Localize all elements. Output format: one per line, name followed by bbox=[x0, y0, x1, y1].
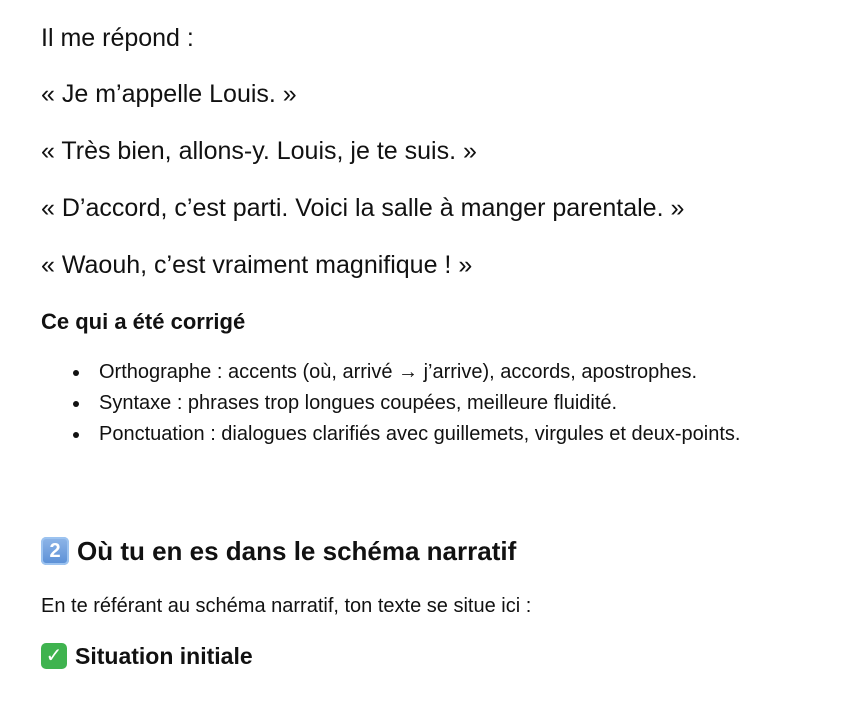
list-item-text: Ponctuation : dialogues clarifiés avec guillemets, virgules et deux-points. bbox=[99, 423, 741, 445]
list-item bbox=[41, 357, 741, 388]
dialogue-line: « Je m’appelle Louis. » bbox=[41, 80, 297, 108]
corrections-heading: Ce qui a été corrigé bbox=[41, 309, 246, 334]
schema-heading-text: Où tu en es dans le schéma narratif bbox=[77, 536, 517, 566]
check-mark-icon: ✓ bbox=[41, 643, 67, 669]
list-item-text: Orthographe : accents (où, arrivé → j’arrive), accords, apostrophes. bbox=[99, 361, 698, 383]
list-item bbox=[41, 419, 741, 450]
bullet-icon bbox=[73, 401, 79, 407]
stage-heading-text: Situation initiale bbox=[75, 643, 253, 669]
list-item bbox=[41, 388, 741, 419]
dialogue-line: Il me répond : bbox=[41, 24, 194, 52]
bullet-icon bbox=[73, 432, 79, 438]
keycap-two-icon: 2 bbox=[41, 537, 69, 565]
corrections-list bbox=[41, 357, 741, 450]
list-item-text: Syntaxe : phrases trop longues coupées, meilleure fluidité. bbox=[99, 392, 618, 414]
stage-heading bbox=[41, 642, 253, 670]
schema-intro: En te référant au schéma narratif, ton texte se situe ici : bbox=[41, 595, 532, 617]
dialogue-line: « Très bien, allons-y. Louis, je te suis. » bbox=[41, 137, 477, 165]
bullet-icon bbox=[73, 370, 79, 376]
schema-heading bbox=[41, 535, 516, 567]
dialogue-line: « D’accord, c’est parti. Voici la salle à manger parentale. » bbox=[41, 194, 685, 222]
dialogue-line: « Waouh, c’est vraiment magnifique ! » bbox=[41, 251, 473, 279]
